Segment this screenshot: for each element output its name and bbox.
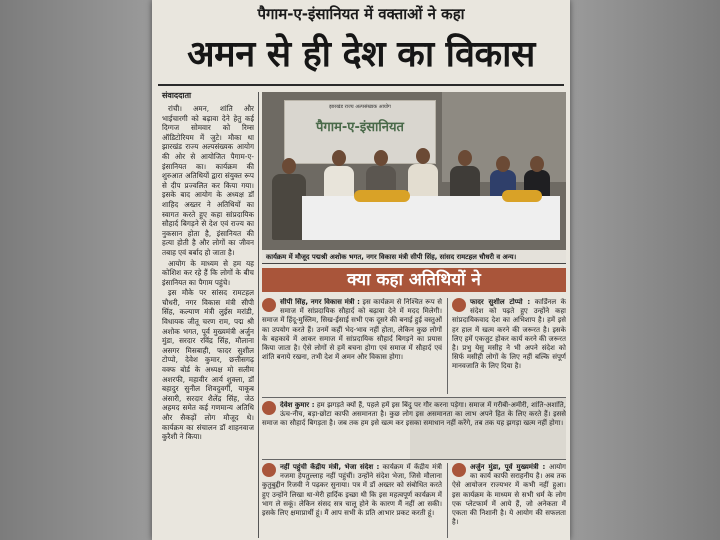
person-head [530, 156, 544, 172]
person-head [374, 150, 388, 166]
section-heading: क्या कहा अतिथियों ने [262, 268, 566, 292]
article-paragraph: इस मौके पर सांसद रामटहल चौधरी, नगर विकास मंत्री सीपी सिंह, कल्याण मंत्री लुईस मरांडी, विधायक जीतू चरण राम, पद्म श्री अशोक भगत, पूर्व मुख्यमंत्री अर्जुन मुंडा, सरदार रविंद्र सिंह, मौलाना असगर मिसबाही, फादर सुशील टोप्पो, देवेश कुमार, छत्तीसगढ़ वक्फ बोर्ड के अध्यक्ष मो सलीम अशरफी, महावीर आर्य शुक्ला, डॉ बहादुर सुनील शिवदुवर्गी, याकूब अंसारी, सरदार शैलेंद्र सिंह, जेठ अहमद समेत कई गणमान्य अतिथि और सैकड़ों लोग मौजूद थे। कार्यक्रम का संचालन डॉ शाहनवाज कुरैशी ने किया। [162, 288, 254, 442]
quote-block [262, 463, 442, 538]
quote-speaker: देवेश कुमार : [280, 401, 315, 409]
quote-divider [447, 463, 448, 538]
bullet-dot [452, 463, 466, 477]
byline: संवाददाता [162, 91, 192, 100]
event-photo [262, 92, 566, 250]
newspaper-clipping [152, 0, 570, 540]
quote-speaker: नहीं पहुंची केंद्रीय मंत्री, भेजा संदेश : [280, 463, 380, 471]
person-figure [450, 166, 480, 200]
quote-block [262, 401, 566, 455]
quote-divider [262, 459, 566, 460]
bullet-dot [262, 463, 276, 477]
article-left-column [162, 104, 254, 534]
quote-speaker: अर्जुन मुंडा, पूर्व मुख्यमंत्री : [470, 463, 546, 471]
quote-block [452, 463, 566, 538]
person-head [458, 150, 472, 166]
quote-divider [447, 298, 448, 394]
quote-speaker: फादर सुशील टोप्पो : [470, 298, 531, 306]
headline-rule [158, 84, 564, 86]
photo-caption: कार्यक्रम में मौजूद पद्मश्री अशोक भगत, नगर विकास मंत्री सीपी सिंह, सांसद रामटहल चौधरी व अन्य। [262, 250, 566, 264]
kicker-headline: पैगाम-ए-इंसानियत में वक्ताओं ने कहा [257, 5, 465, 23]
article-paragraph: आयोग के माध्यम से हम यह कोशिश कर रहे हैं कि लोगों के बीच इंसानियत का पैगाम पहुंचे। [162, 258, 254, 287]
stage-table [302, 196, 560, 240]
person-head [496, 156, 510, 172]
person-head [332, 150, 346, 166]
quote-block [262, 298, 442, 394]
person-figure [272, 174, 306, 240]
flower-arrangement [502, 190, 542, 202]
quote-text: इस कार्यक्रम से निश्चित रूप से समाज में सांप्रदायिक सौहार्द को बढ़ावा देने में मदद मिलेगी। समाज में हिंदू-मुस्लिम, सिख-ईसाई सभी एक दूसरे की बनाई हुई वस्तुओं का उपयोग करते हैं। उनमें कहीं भेद-भाव नहीं होता, लेकिन कुछ लोगों के बहकावे में आकर समाज में सांप्रदायिक सौहार्द बिगड़ने का प्रयास किया जाता है। ऐसे लोगों से हमें बचना होगा एवं समाज में सौहार्द एवं शांति बनाये रखना, तभी देश में अमन और विकास होगा। [262, 298, 442, 362]
person-figure [324, 166, 354, 200]
person-head [416, 148, 430, 164]
column-divider [258, 92, 259, 538]
quote-block [452, 298, 566, 394]
person-head [282, 158, 296, 174]
quote-text: कार्यक्रम में केंद्रीय मंत्री नजमा हेपतुल्लाह नहीं पहुंचीं। उन्होंने संदेश भेजा, जिसे मौलाना कुतुबुद्दीन रिजवी ने पढ़कर सुनाया। पत्र में डॉ अख्तर को संबोधित करते हुए उन्होंने लिखा था-मेरी हार्दिक इच्छा थी कि इस महत्वपूर्ण कार्यक्रम में भाग ले सकूं। लेकिन संसद सत्र चालू होने के कारण मैं नहीं आ सकी। इसके लिए क्षमाप्रार्थी हूं। मैं आप सभी के प्रति आभार प्रकट करती हूं। [262, 463, 442, 518]
bullet-dot [262, 401, 276, 415]
quote-text: हम झगड़ते क्यों हैं, पहले हमें इस बिंदु पर गौर करना पड़ेगा। समाज में गरीबी-अमीरी, शांति-अशांति, ऊंच-नीच, बड़ा-छोटा काफी असमानता है। कुछ लोग इस असमानता का लाभ अपने हित के लिए करते हैं। इससे समाज का सौहार्द बिगड़ता है। जब तक हम इसे खत्म कर इसका समाधान नहीं करेंगे, तब तक यह झगड़ा खत्म नहीं होगा। [262, 401, 566, 428]
person-figure [408, 164, 438, 200]
banner-top-text: झारखंड राज्य अल्पसंख्यक आयोग [329, 104, 391, 110]
main-headline: अमन से ही देश का विकास [187, 34, 535, 75]
bullet-dot [452, 298, 466, 312]
quote-speaker: सीपी सिंह, नगर विकास मंत्री : [280, 298, 360, 306]
article-paragraph: रांची। अमन, शांति और भाईचारगी को बढ़ावा देने हेतु कई दिग्गज सोमवार को रिम्स ऑडिटोरियम में जुटे। मौका था झारखंड राज्य अल्पसंख्यक आयोग की ओर से आयोजित पैगाम-ए-इंसानियत का। कार्यक्रम की शुरुआत अतिथियों द्वारा संयुक्त रूप से दीप प्रज्वलित कर किया गया। इसके बाद आयोग के अध्यक्ष डॉ शाहिद अख्तर ने अतिथियों का स्वागत करते हुए कहा सांप्रदायिक सौहार्द बिगड़ने से देश एवं राज्य का नुकसान होता है, इंसानियत की हत्या होती है और लोगों का जीवन तबाह एवं बर्बाद हो जाता है। [162, 104, 254, 257]
banner-title: पैगाम-ए-इंसानियत [316, 120, 404, 135]
quote-text: कार्डिनल के संदेश को पढ़ते हुए उन्होंने कहा सांप्रदायिकवाद देश का अभिशाप है। हमें इसे हर हाल में खत्म करने की जरूरत है। इसके लिए हमें एकजुट होकर कार्य करने की जरूरत है। प्रभु येसु मसीह ने भी अपने संदेश को सिर्फ मसीही लोगों के लिए नहीं बल्कि संपूर्ण मानवजाति के लिए दिया है। [452, 298, 566, 371]
quote-text: आयोग का कार्य काफी सराहनीय है। अब तक ऐसे आयोजन राज्यभर में कभी नहीं हुआ। इस कार्यक्रम के माध्यम से सभी धर्म के लोग एक प्लेटफार्म में आये हैं, जो अनेकता में एकता की निशानी है। ये आयोग की सफलता है। [452, 463, 566, 527]
bullet-dot [262, 298, 276, 312]
stage-banner [284, 100, 436, 164]
flower-arrangement [354, 190, 410, 202]
